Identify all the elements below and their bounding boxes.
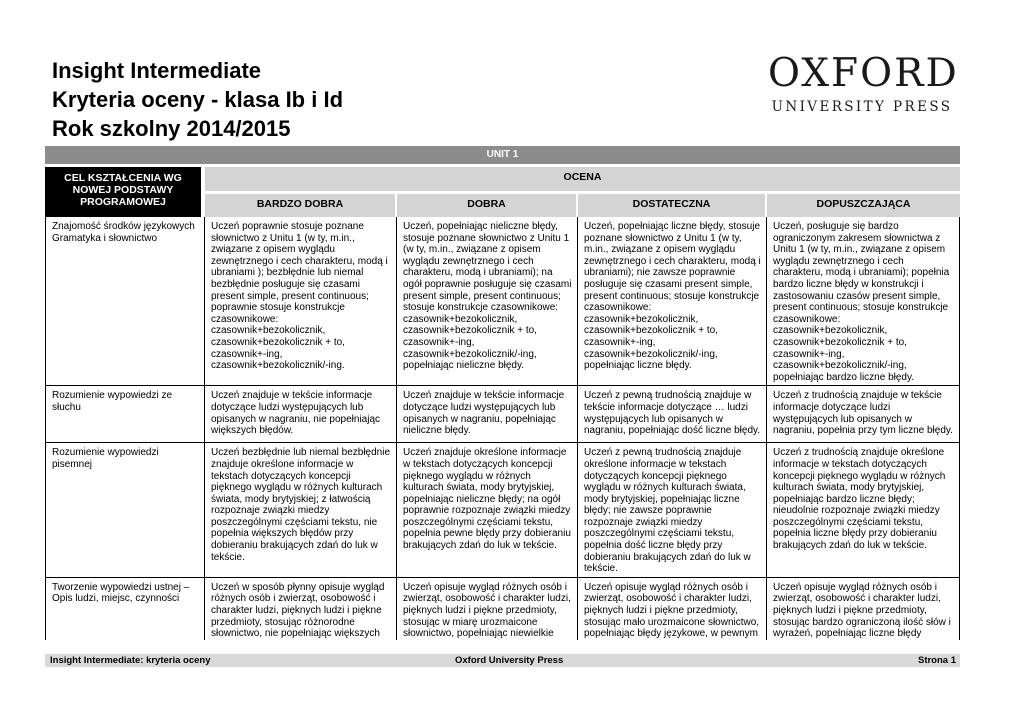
table-cell: Uczeń, popełniając nieliczne błędy, stosuje poznane słownictwo z Unitu 1 (w ty, m.in., związane z opisem wyglądu zewnętrznego i cech charakteru, modą i ubraniami); na ogół poprawnie posługuje się czasami present simple, present continuous; stosuje konstrukcje czasownikowe: czasownik+bezokolicznik, czasownik+bezokolicznik + to, czasownik+-ing, czasownik+bezokolicznik/-ing, popełniając nieliczne błędy. — [397, 217, 578, 386]
footer-left: Insight Intermediate: kryteria oceny — [50, 655, 211, 666]
table-cell: Uczeń bezbłędnie lub niemal bezbłędnie znajduje określone informacje w tekstach dotyczących koncepcji pięknego wyglądu w różnych kulturach świata, mody brytyjskiej; z łatwością rozpoznaje związki miedzy poszczególnymi częściami tekstu, nie popełnia większych błędów przy dobieraniu brakujących zdań do luk w tekście. — [205, 443, 397, 578]
table-cell: Uczeń w sposób płynny opisuje wygląd różnych osób i zwierząt, osobowość i charakter ludzi, pięknych ludzi i piękne przedmioty, stosując różnorodne słownictwo, nie popełniając większych — [205, 578, 397, 640]
table-cell: Uczeń znajduje w tekście informacje dotyczące ludzi występujących lub opisanych w nagraniu, popełniając nieliczne błędy. — [397, 386, 578, 443]
table-cell: Uczeń znajduje określone informacje w tekstach dotyczących koncepcji pięknego wyglądu w różnych kulturach świata, mody brytyjskiej, popełniając nieliczne błędy; na ogół poprawnie rozpoznaje związki miedzy poszczególnymi częściami tekstu, popełnia pewne błędy przy dobieraniu brakujących zdań do luk w tekście. — [397, 443, 578, 578]
row-goal: Rozumienie wypowiedzi ze słuchu — [45, 386, 205, 443]
row-goal: Rozumienie wypowiedzi pisemnej — [45, 443, 205, 578]
unit-header: UNIT 1 — [45, 146, 960, 167]
footer-center: Oxford University Press — [455, 655, 564, 666]
table-cell: Uczeń, popełniając liczne błędy, stosuje poznane słownictwo z Unitu 1 (w ty, m.in., związane z opisem wyglądu zewnętrznego i cech charakteru, modą i ubraniami); nie zawsze poprawnie posługuje się czasami present simple, present continuous; stosuje konstrukcje czasownikowe: czasownik+bezokolicznik, czasownik+bezokolicznik + to, czasownik+-ing, czasownik+bezokolicznik/-ing, popełniając liczne błędy. — [578, 217, 767, 386]
criteria-table — [45, 146, 960, 640]
table-row — [45, 217, 960, 386]
table-cell: Uczeń poprawnie stosuje poznane słownictwo z Unitu 1 (w ty, m.in., związane z opisem wyglądu zewnętrznego i cech charakteru, modą i ubraniami ); bezbłędnie lub niemal bezbłędnie posługuje się czasami present simple, present continuous; poprawnie stosuje konstrukcje czasownikowe: czasownik+bezokolicznik, czasownik+bezokolicznik + to, czasownik+-ing, czasownik+bezokolicznik/-ing. — [205, 217, 397, 386]
row-goal: Tworzenie wypowiedzi ustnej – Opis ludzi, miejsc, czynności — [45, 578, 205, 640]
table-cell: Uczeń, posługuje się bardzo ograniczonym zakresem słownictwa z Unitu 1 (w ty, m.in., związane z opisem wyglądu zewnętrznego i cech charakteru, modą i ubraniami); popełnia bardzo liczne błędy w konstrukcji i zastosowaniu czasów present simple, present continuous; stosuje konstrukcje czasownikowe: czasownik+bezokolicznik, czasownik+bezokolicznik + to, czasownik+-ing, czasownik+bezokolicznik/-ing, popełniając bardzo liczne błędy. — [767, 217, 960, 386]
table-cell: Uczeń znajduje w tekście informacje dotyczące ludzi występujących lub opisanych w nagraniu, nie popełniając większych błędów. — [205, 386, 397, 443]
school-year: Rok szkolny 2014/2015 — [52, 116, 291, 141]
table-cell: Uczeń z pewną trudnością znajduje określone informacje w tekstach dotyczących koncepcji pięknego wyglądu w różnych kulturach świata, mody brytyjskiej, popełniając liczne błędy; nie zawsze poprawnie rozpoznaje związki miedzy poszczególnymi częściami tekstu, popełnia dość liczne błędy przy dobieraniu brakujących zdań do luk w tekście. — [578, 443, 767, 578]
table-cell: Uczeń z trudnością znajduje w tekście informacje dotyczące ludzi występujących lub opisanych w nagraniu, popełnia przy tym liczne błędy. — [767, 386, 960, 443]
table-row — [45, 386, 960, 443]
row-goal: Znajomość środków językowych Gramatyka i słownictwo — [45, 217, 205, 386]
goal-column-header: CEL KSZTAŁCENIA WG NOWEJ PODSTAWY PROGRAMOWEJ — [45, 167, 205, 217]
page-footer — [45, 654, 960, 667]
document-title: Insight Intermediate — [52, 58, 262, 83]
table-cell: Uczeń z trudnością znajduje określone informacje w tekstach dotyczących koncepcji pięknego wyglądu w różnych kulturach świata, mody brytyjskiej, popełniając bardzo liczne błędy; nieudolnie rozpoznaje związki miedzy poszczególnymi częściami tekstu, popełnia liczne błędy przy dobieraniu brakujących zdań do luk w tekście. — [767, 443, 960, 578]
column-header-dostateczna: DOSTATECZNA — [578, 194, 767, 217]
document-subtitle: Kryteria oceny - klasa Ib i Id — [52, 87, 344, 112]
table-row — [45, 578, 960, 640]
column-header-dopuszczajaca: DOPUSZCZAJĄCA — [767, 194, 960, 217]
table-cell: Uczeń opisuje wygląd różnych osób i zwierząt, osobowość i charakter ludzi, pięknych ludzi i piękne przedmioty, stosując mało urozmaicone słownictwo, popełniając błędy językowe, w pewnym — [578, 578, 767, 640]
grade-header: OCENA — [205, 167, 960, 194]
logo-main-text: OXFORD — [768, 51, 959, 96]
column-header-dobra: DOBRA — [397, 194, 578, 217]
table-cell: Uczeń opisuje wygląd różnych osób i zwierząt, osobowość i charakter ludzi, pięknych ludzi i piękne przedmioty, stosując bardzo ograniczoną ilość słów i wyrażeń, popełniając liczne błędy — [767, 578, 960, 640]
logo-sub-text: UNIVERSITY PRESS — [771, 99, 953, 115]
table-cell: Uczeń z pewną trudnością znajduje w tekście informacje dotyczące … ludzi występujących lub opisanych w nagraniu, popełniając dość liczne błędy. — [578, 386, 767, 443]
oxford-logo — [768, 51, 959, 116]
column-header-bardzo-dobra: BARDZO DOBRA — [205, 194, 397, 217]
table-cell: Uczeń opisuje wygląd różnych osób i zwierząt, osobowość i charakter ludzi, pięknych ludzi i piękne przedmioty, stosując w miarę urozmaicone słownictwo, popełniając niewielkie — [397, 578, 578, 640]
page-number: Strona 1 — [917, 655, 956, 666]
table-row — [45, 443, 960, 578]
